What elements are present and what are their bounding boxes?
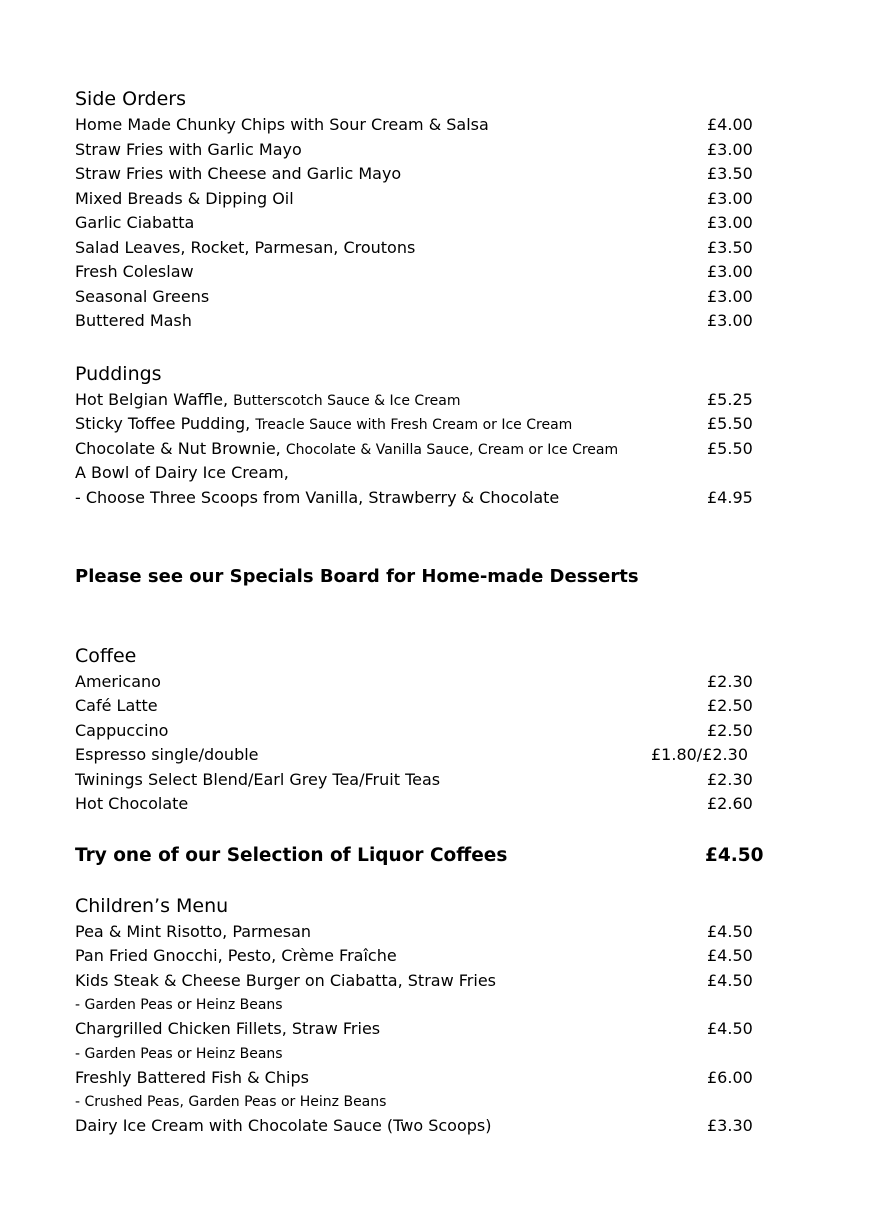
section-heading-side-orders: Side Orders xyxy=(75,88,187,110)
menu-item-option: - Garden Peas or Heinz Beans xyxy=(75,1045,283,1062)
menu-item: Café Latte £2.50 xyxy=(75,696,753,715)
menu-item: Chocolate & Nut Brownie, Chocolate & Vanilla Sauce, Cream or Ice Cream £5.50 xyxy=(75,438,753,458)
menu-item: Straw Fries with Cheese and Garlic Mayo £3.50 xyxy=(75,164,753,183)
section-heading-childrens-menu: Children’s Menu xyxy=(75,894,229,917)
menu-item: Mixed Breads & Dipping Oil £3.00 xyxy=(75,188,753,208)
menu-item: Fresh Coleslaw £3.00 xyxy=(75,262,753,281)
menu-item: Seasonal Greens £3.00 xyxy=(75,286,753,306)
menu-item: Sticky Toffee Pudding, Treacle Sauce with Fresh Cream or Ice Cream £5.50 xyxy=(75,414,753,433)
specials-note: Please see our Specials Board for Home-made Desserts xyxy=(75,566,639,587)
menu-item: Salad Leaves, Rocket, Parmesan, Croutons £3.50 xyxy=(75,237,753,257)
menu-item-option: - Crushed Peas, Garden Peas or Heinz Beans xyxy=(75,1094,387,1110)
menu-item: Pan Fried Gnocchi, Pesto, Crème Fraîche £4.50 xyxy=(75,946,753,965)
menu-item: Cappuccino £2.50 xyxy=(75,720,753,740)
menu-item: Freshly Battered Fish & Chips £6.00 xyxy=(75,1067,753,1087)
menu-item: Twinings Select Blend/Earl Grey Tea/Fruit Teas £2.30 xyxy=(75,769,753,789)
section-heading-puddings: Puddings xyxy=(75,362,162,385)
menu-item: - Choose Three Scoops from Vanilla, Strawberry & Chocolate £4.95 xyxy=(75,487,753,507)
menu-item: Chargrilled Chicken Fillets, Straw Fries £4.50 xyxy=(75,1019,753,1038)
menu-item: Hot Belgian Waffle, Butterscotch Sauce & Ice Cream £5.25 xyxy=(75,389,753,409)
menu-item: Dairy Ice Cream with Chocolate Sauce (Two Scoops) £3.30 xyxy=(75,1116,753,1135)
menu-item: Hot Chocolate £2.60 xyxy=(75,794,753,813)
menu-item: Americano £2.30 xyxy=(75,671,753,691)
menu-item: Espresso single/double £1.80/£2.30 xyxy=(75,745,748,764)
menu-item: Home Made Chunky Chips with Sour Cream & Salsa £4.00 xyxy=(75,115,753,134)
menu-page xyxy=(75,86,765,1139)
menu-item: Garlic Ciabatta £3.00 xyxy=(75,213,753,232)
menu-item: Buttered Mash £3.00 xyxy=(75,311,753,330)
menu-item: Pea & Mint Risotto, Parmesan £4.50 xyxy=(75,921,753,941)
section-heading-coffee: Coffee xyxy=(75,644,137,667)
menu-item: A Bowl of Dairy Ice Cream, xyxy=(75,463,289,482)
menu-item: Kids Steak & Cheese Burger on Ciabatta, Straw Fries £4.50 xyxy=(75,970,753,990)
liquor-coffees-offer: Try one of our Selection of Liquor Coffees £4.50 xyxy=(75,844,764,866)
menu-item: Straw Fries with Garlic Mayo £3.00 xyxy=(75,139,753,159)
menu-item-option: - Garden Peas or Heinz Beans xyxy=(75,997,283,1013)
